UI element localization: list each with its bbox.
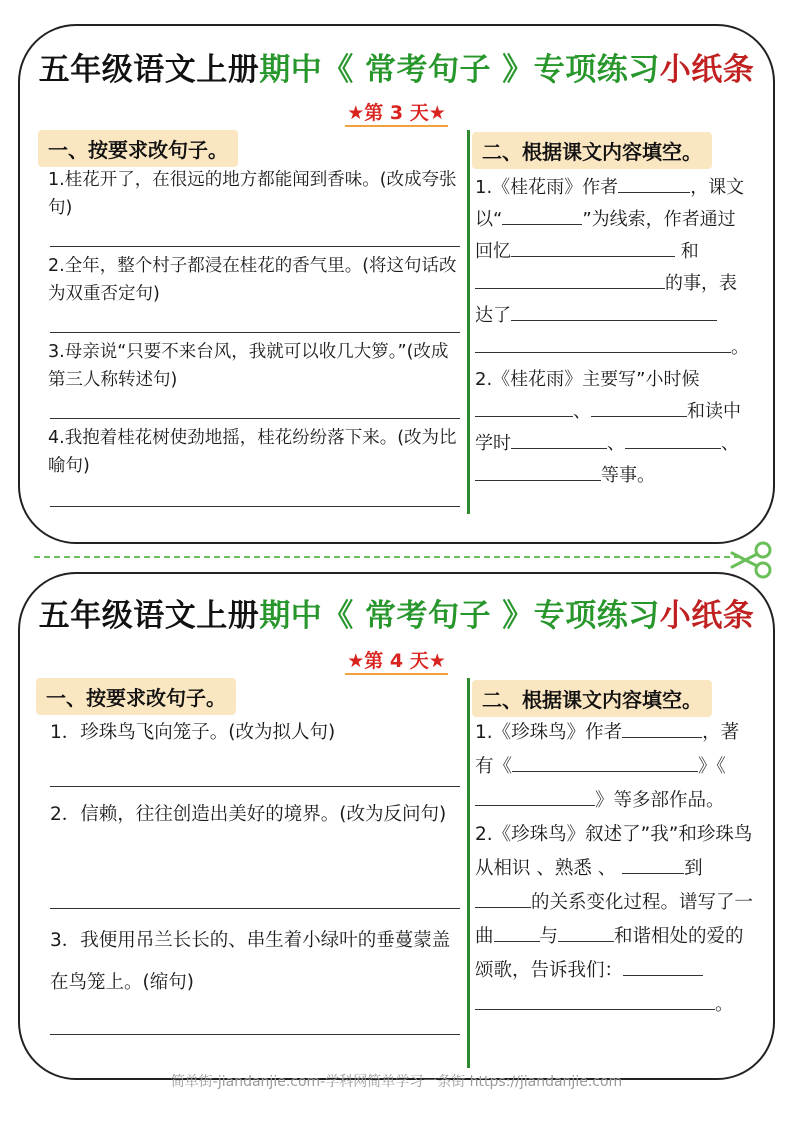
question-3: 3.母亲说“只要不来台风，我就可以收几大箩。”(改成第三人称转述句) [48,342,449,390]
blank[interactable] [622,719,702,738]
day-label: ★第 4 天★ [20,646,773,673]
question-3: 3．我便用吊兰长长的、串生着小绿叶的垂蔓蒙盖在鸟笼上。(缩句) [50,930,451,993]
column-divider [467,678,470,1068]
blank[interactable] [475,787,595,806]
section-heading-fill: 二、根据课文内容填空。 [472,680,712,717]
blank[interactable] [475,270,665,289]
practice-card-day4 [18,572,775,1080]
section-heading-rewrite: 一、按要求改句子。 [36,678,236,715]
card-title: 五年级语文上册期中《 常考句子 》专项练习小纸条 [38,52,755,88]
practice-card-day3 [18,24,775,544]
blank[interactable] [622,855,684,874]
question-4: 4.我抱着桂花树使劲地摇，桂花纷纷落下来。(改为比喻句) [48,428,457,476]
blank[interactable] [475,462,601,481]
question-1: 1．珍珠鸟飞向笼子。(改为拟人句) [50,722,336,743]
blank[interactable] [475,889,531,908]
answer-line-1[interactable] [50,786,460,787]
card-title: 五年级语文上册期中《 常考句子 》专项练习小纸条 [38,598,755,634]
question-1: 1.桂花开了，在很远的地方都能闻到香味。(改成夸张句) [48,170,457,218]
fill-blank-2: 2.《珍珠鸟》叙述了”我”和珍珠鸟从相识 、熟悉 、 到的关系变化过程。谱写了一曲 与 和谐相处的爱的颂歌，告诉我们： 。 [475,824,754,1015]
blank[interactable] [511,430,607,449]
column-divider [467,130,470,514]
footer-source: 简单街-jiandanjie.com-学科网简单学习一条街 https://jiandanjie.com [170,1074,623,1090]
blank[interactable] [623,957,703,976]
section-heading-rewrite: 一、按要求改句子。 [38,130,238,167]
blank[interactable] [511,302,717,321]
scissors-icon [728,540,778,580]
answer-line-4[interactable] [50,506,460,507]
blank[interactable] [558,923,614,942]
question-2: 2.全年，整个村子都浸在桂花的香气里。(将这句话改为双重否定句) [48,256,457,304]
fill-blank-2: 2.《桂花雨》主要写”小时候 、 和读中学时 、 、 等事。 [475,369,741,486]
answer-line-1[interactable] [50,246,460,247]
answer-line-3[interactable] [50,1034,460,1035]
answer-line-2[interactable] [50,332,460,333]
fill-blank-1: 1.《珍珠鸟》作者 ，著有《 》《》等多部作品。 [475,716,755,818]
blank[interactable] [475,334,731,353]
blank[interactable] [502,206,582,225]
question-2: 2．信赖，往往创造出美好的境界。(改为反问句) [50,804,447,825]
blank[interactable] [625,430,721,449]
blank[interactable] [494,923,540,942]
cut-line [34,556,740,558]
blank[interactable] [618,174,690,193]
day-label: ★第 3 天★ [20,98,773,125]
fill-blank-1: 1.《桂花雨》作者 ，课文以“ ”为线索，作者通过回忆 和的事，表达了 。 [475,172,751,364]
answer-line-3[interactable] [50,418,460,419]
blank[interactable] [475,398,573,417]
section-heading-fill: 二、根据课文内容填空。 [472,132,712,169]
blank[interactable] [475,991,715,1010]
blank[interactable] [511,238,675,257]
answer-line-2[interactable] [50,908,460,909]
blank[interactable] [591,398,687,417]
blank[interactable] [512,753,698,772]
